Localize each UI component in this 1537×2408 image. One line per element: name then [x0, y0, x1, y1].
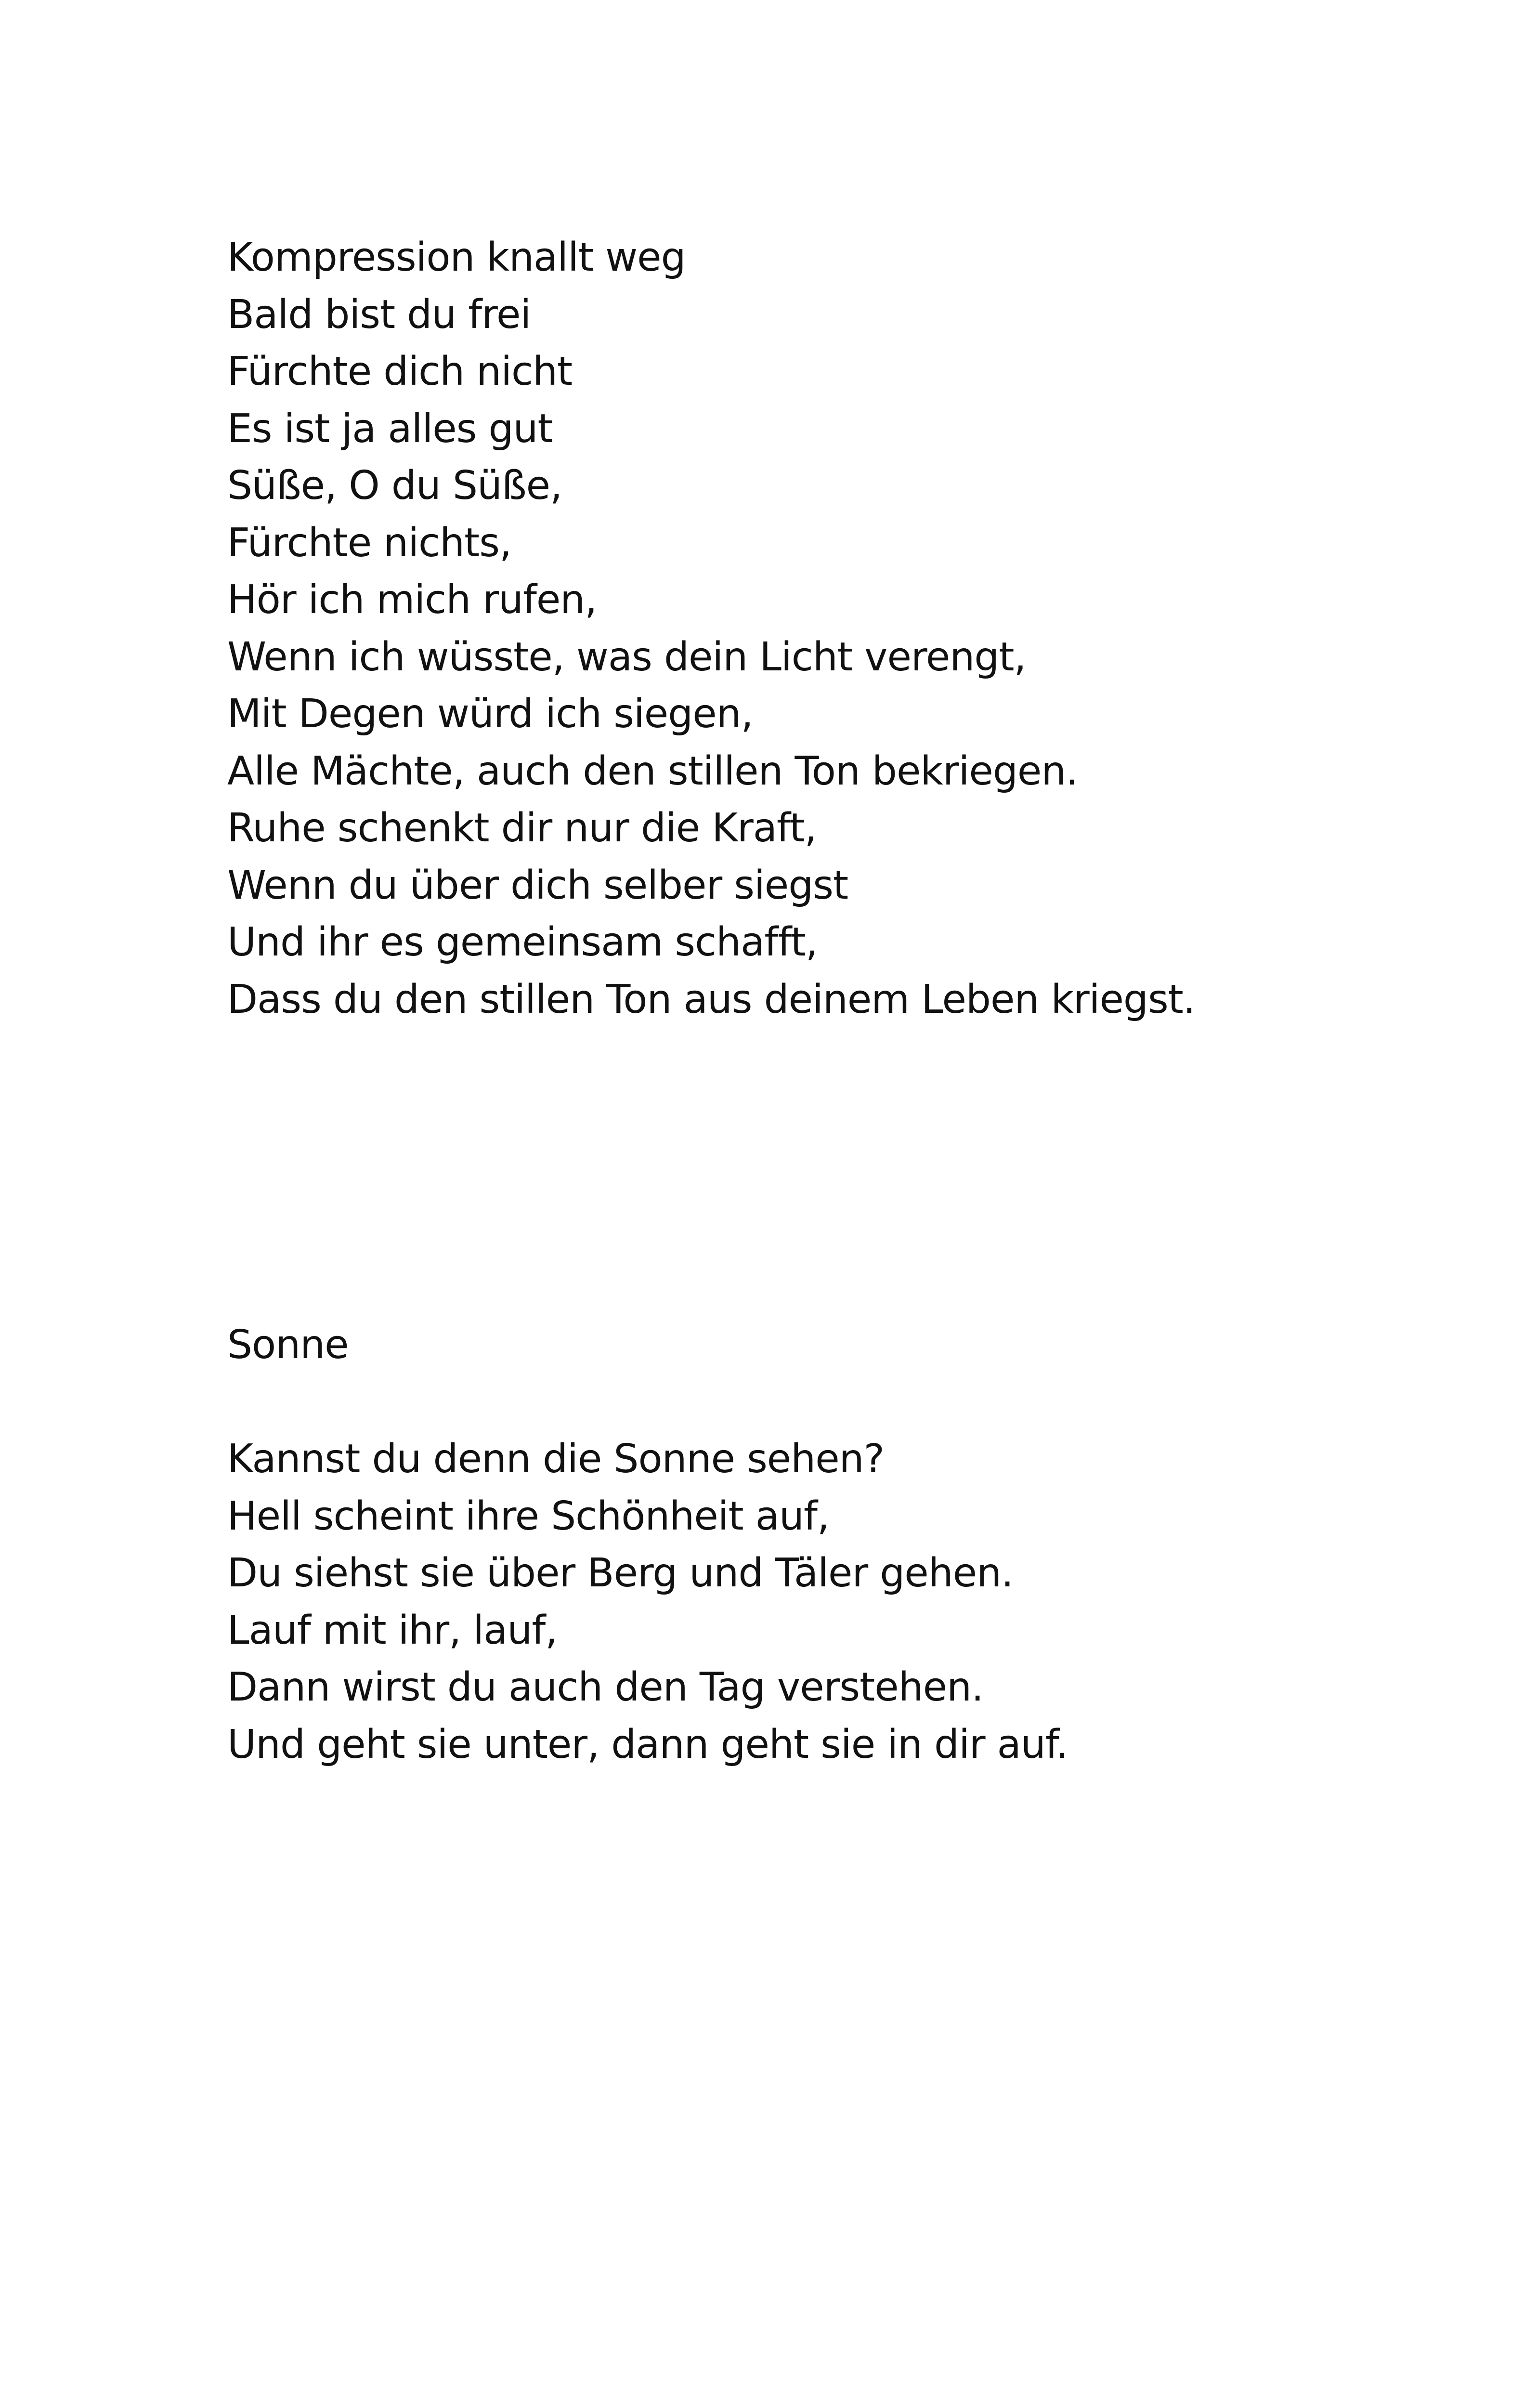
poem-line: Fürchte nichts, [227, 520, 512, 566]
poem-line: Kannst du denn die Sonne sehen? [227, 1436, 885, 1482]
poem-line: Wenn ich wüsste, was dein Licht verengt, [227, 634, 1026, 680]
poem-sonne [227, 1431, 1068, 1773]
poem-line: Ruhe schenkt dir nur die Kraft, [227, 805, 817, 851]
poem-line: Bald bist du frei [227, 291, 531, 338]
poem-line: Du siehst sie über Berg und Täler gehen. [227, 1550, 1014, 1596]
poem-line: Hör ich mich rufen, [227, 577, 597, 623]
poem-line: Mit Degen würd ich siegen, [227, 691, 753, 737]
poem-line: Lauf mit ihr, lauf, [227, 1607, 558, 1653]
poem-line: Fürchte dich nicht [227, 349, 573, 394]
poem-line: Dass du den stillen Ton aus deinem Leben kriegst. [227, 976, 1195, 1022]
poem-line: Dann wirst du auch den Tag verstehen. [227, 1664, 984, 1710]
poem-line: Hell scheint ihre Schönheit auf, [227, 1493, 829, 1539]
poem-line: Es ist ja alles gut [227, 406, 553, 452]
poem-untitled [227, 229, 1195, 1028]
poem-line: Und ihr es gemeinsam schafft, [227, 919, 818, 965]
poem-line: Süße, O du Süße, [227, 463, 562, 509]
poem-line: Wenn du über dich selber siegst [227, 862, 848, 908]
poem-title: Sonne [227, 1322, 349, 1368]
poem-line: Und geht sie unter, dann geht sie in dir auf. [227, 1721, 1068, 1767]
poem-line: Kompression knallt weg [227, 235, 686, 280]
poem-line: Alle Mächte, auch den stillen Ton bekriegen. [227, 748, 1078, 794]
